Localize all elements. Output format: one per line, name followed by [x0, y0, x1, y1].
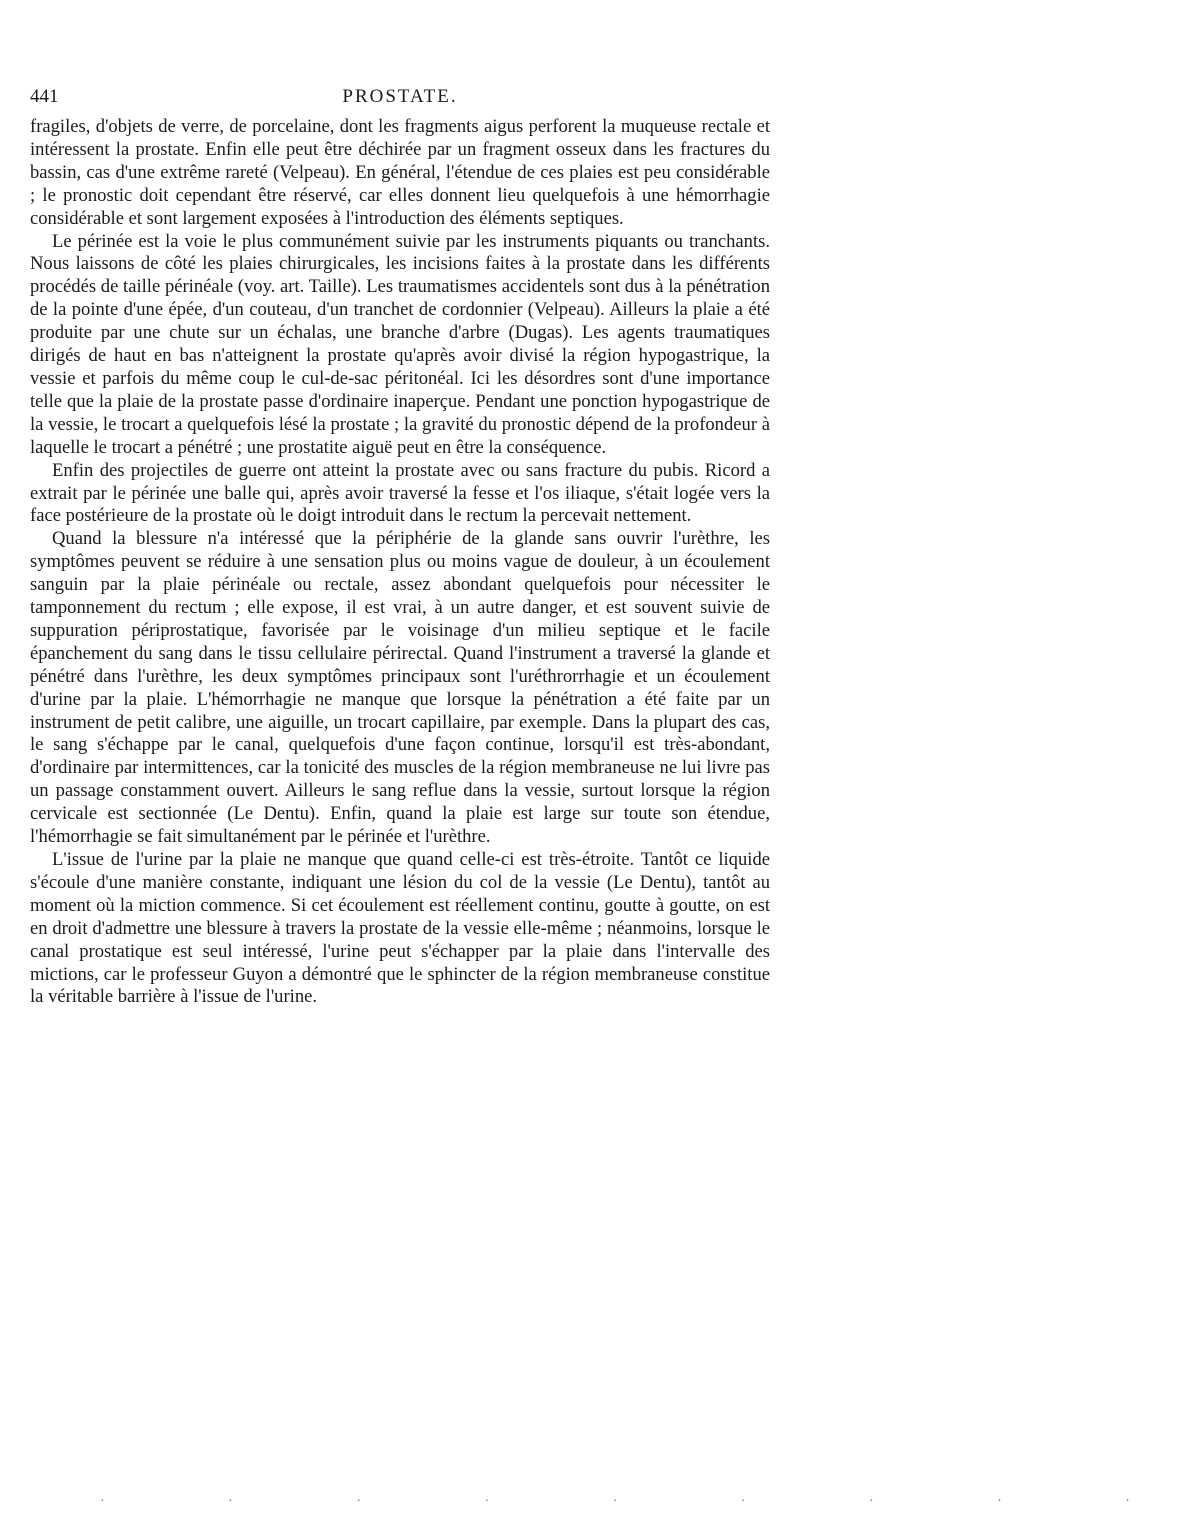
paragraph-1: fragiles, d'objets de verre, de porcelaine, dont les fragments aigus perforent la muqueuse rectale et intéressent la prostate. Enfin elle peut être déchirée par un fragment osseux dans les fractures du bassin, cas d'une extrême rareté (Velpeau). En général, l'étendue de ces plaies est peu considérable ; le pronostic doit cependant être réservé, car elles donnent lieu quelquefois à une hémorrhagie considérable et sont largement exposées à l'introduction des éléments septiques. [30, 116, 770, 229]
paragraph-5: L'issue de l'urine par la plaie ne manque que quand celle-ci est très-étroite. Tantôt ce liquide s'écoule d'une manière constante, indiquant une lésion du col de la vessie (Le Dentu), tantôt au moment où la miction commence. Si cet écoulement est réellement continu, goutte à goutte, on est en droit d'admettre une blessure à travers la prostate de la vessie elle-même ; néanmoins, lorsque le canal prostatique est seul intéressé, l'urine peut s'échapper par la plaie dans l'intervalle des mictions, car le professeur Guyon a démontré que le sphincter de la région membraneuse constitue la véritable barrière à l'issue de l'urine. [30, 849, 770, 1008]
paragraph-3: Enfin des projectiles de guerre ont atteint la prostate avec ou sans fracture du pubis. Ricord a extrait par le périnée une balle qui, après avoir traversé la fesse et l'os iliaque, s'était logée vers la face postérieure de la prostate où le doigt introduit dans le rectum la percevait nettement. [30, 459, 770, 527]
print-specks: · · · · · · · · · [100, 1494, 1190, 1509]
running-title: PROSTATE. [342, 86, 458, 107]
page-number: 441 [30, 86, 59, 107]
running-head [30, 80, 770, 116]
book-page [30, 80, 770, 1009]
body-text [30, 116, 770, 1009]
paragraph-4: Quand la blessure n'a intéressé que la périphérie de la glande sans ouvrir l'urèthre, les symptômes peuvent se réduire à une sensation plus ou moins vague de douleur, à un écoulement sanguin par la plaie périnéale ou rectale, assez abondant quelquefois pour nécessiter le tamponnement du rectum ; elle expose, il est vrai, à un autre danger, et est souvent suivie de suppuration périprostatique, favorisée par le voisinage d'un milieu septique et le facile épanchement du sang dans le tissu cellulaire périrectal. Quand l'instrument a traversé la glande et pénétré dans l'urèthre, les deux symptômes principaux sont l'uréthrorrhagie et un écoulement d'urine par la plaie. L'hémorrhagie ne manque que lorsque la pénétration a été faite par un instrument de petit calibre, une aiguille, un trocart capillaire, par exemple. Dans la plupart des cas, le sang s'échappe par le canal, quelquefois d'une façon continue, lorsqu'il est très-abondant, d'ordinaire par intermittences, car la tonicité des muscles de la région membraneuse ne lui livre pas un passage constamment ouvert. Ailleurs le sang reflue dans la vessie, surtout lorsque la région cervicale est sectionnée (Le Dentu). Enfin, quand la plaie est large sur toute son étendue, l'hémorrhagie se fait simultanément par le périnée et l'urèthre. [30, 528, 770, 848]
paragraph-2: Le périnée est la voie le plus communément suivie par les instruments piquants ou tranchants. Nous laissons de côté les plaies chirurgicales, les incisions faites à la prostate dans les différents procédés de taille périnéale (voy. art. Taille). Les traumatismes accidentels sont dus à la pénétration de la pointe d'une épée, d'un couteau, d'un tranchet de cordonnier (Velpeau). Ailleurs la plaie a été produite par une chute sur un échalas, une branche d'arbre (Dugas). Les agents traumatiques dirigés de haut en bas n'atteignent la prostate qu'après avoir divisé la région hypogastrique, la vessie et parfois du même coup le cul-de-sac péritonéal. Ici les désordres sont d'une importance telle que la plaie de la prostate passe d'ordinaire inaperçue. Pendant une ponction hypogastrique de la vessie, le trocart a quelquefois lésé la prostate ; la gravité du pronostic dépend de la profondeur à laquelle le trocart a pénétré ; une prostatite aiguë peut en être la conséquence. [30, 230, 770, 458]
